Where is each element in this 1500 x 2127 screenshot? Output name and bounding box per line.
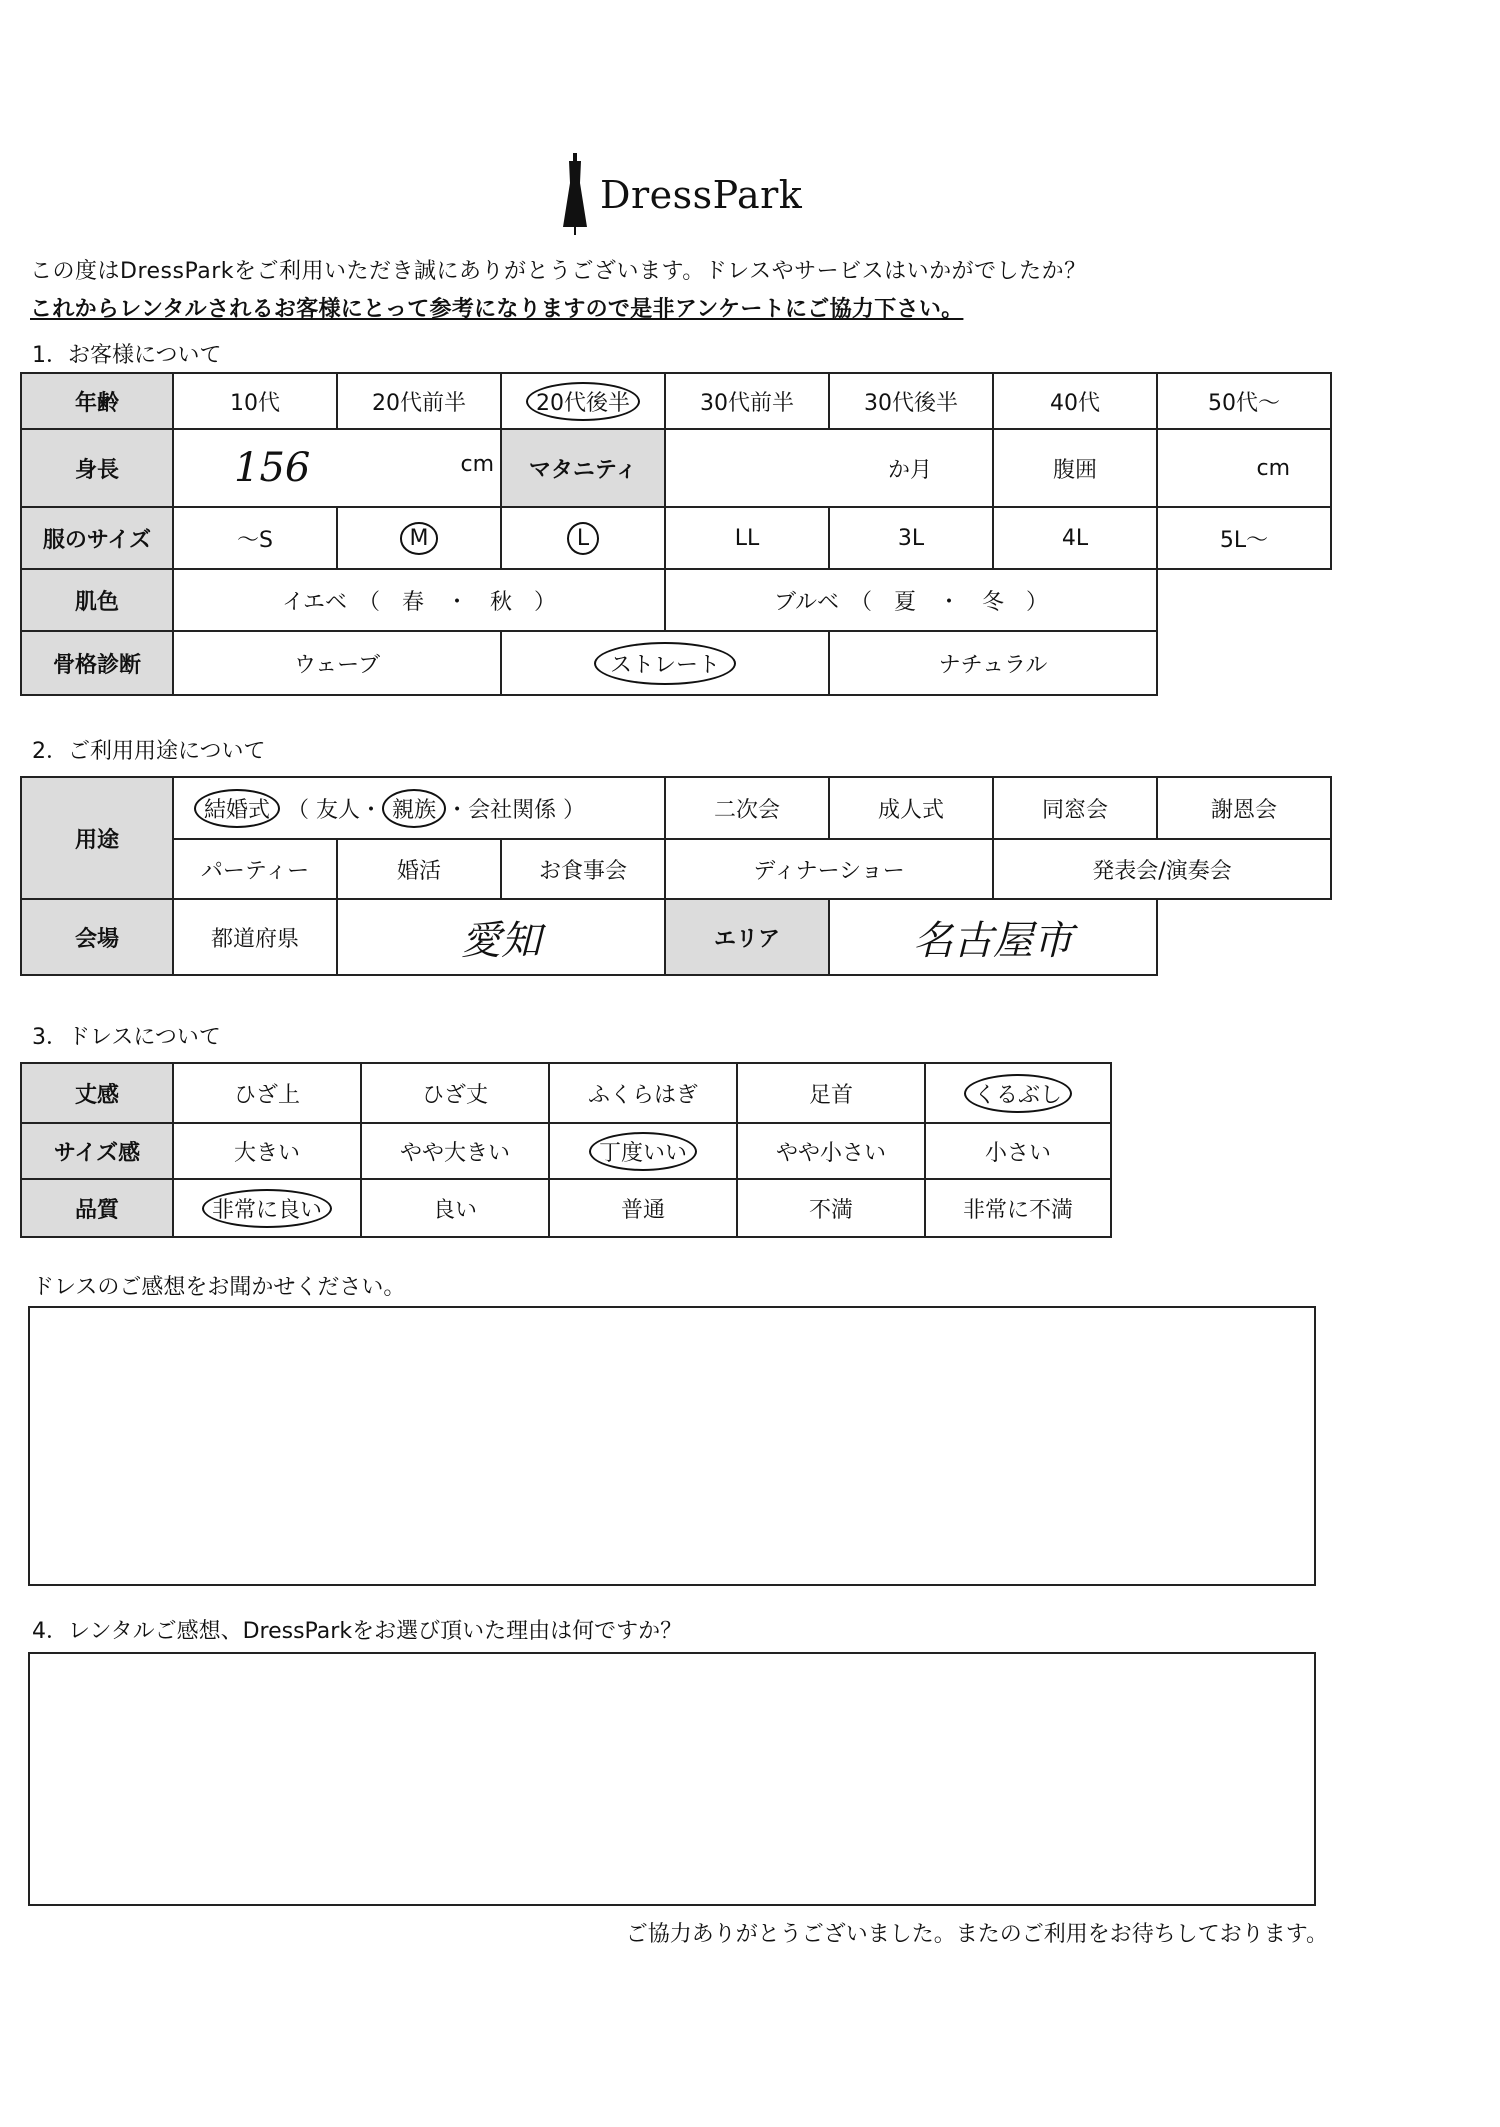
maternity-label: マタニティ — [501, 429, 665, 507]
age-label: 年齢 — [21, 373, 173, 429]
skin-row — [21, 569, 1331, 631]
size-option[interactable]: LL — [665, 507, 829, 569]
quality-option[interactable]: 不満 — [737, 1179, 925, 1237]
purpose-option[interactable]: 謝恩会 — [1157, 777, 1331, 839]
wedding-company[interactable]: 会社関係 — [468, 797, 557, 823]
section2-title: 2．ご利用用途について — [32, 739, 266, 764]
frame-option-selected[interactable] — [501, 631, 829, 695]
height-label: 身長 — [21, 429, 173, 507]
height-unit: cm — [460, 452, 494, 477]
age-row — [21, 373, 1331, 429]
purpose-option[interactable]: 同窓会 — [993, 777, 1157, 839]
quality-option-selected[interactable] — [173, 1179, 361, 1237]
length-option[interactable]: 足首 — [737, 1063, 925, 1123]
age-option[interactable]: 30代後半 — [829, 373, 993, 429]
closing-message: ご協力ありがとうございました。またのご利用をお待ちしております。 — [625, 1922, 1328, 1947]
intro-request: これからレンタルされるお客様にとって参考になりますので是非アンケートにご協力下さい。 — [30, 297, 964, 322]
customer-table — [20, 372, 1332, 696]
length-label: 丈感 — [21, 1063, 173, 1123]
waist-unit: cm — [1256, 455, 1290, 481]
impression-prompt: ドレスのご感想をお聞かせください。 — [32, 1275, 406, 1300]
fit-label: サイズ感 — [21, 1123, 173, 1179]
height-row — [21, 429, 1331, 507]
quality-option[interactable]: 非常に不満 — [925, 1179, 1111, 1237]
area-value: 名古屋市 — [913, 917, 1074, 964]
circle-mark: M — [400, 522, 439, 555]
age-option[interactable]: 50代〜 — [1157, 373, 1331, 429]
size-option[interactable]: 5L〜 — [1157, 507, 1331, 569]
circle-mark: くるぶし — [964, 1074, 1072, 1113]
circle-mark: ストレート — [594, 642, 736, 685]
age-option[interactable]: 40代 — [993, 373, 1157, 429]
circle-mark: 丁度いい — [589, 1132, 697, 1171]
purpose-row-1 — [21, 777, 1331, 839]
waist-label: 腹囲 — [993, 429, 1157, 507]
section1-title: 1．お客様について — [32, 343, 222, 368]
quality-option[interactable]: 良い — [361, 1179, 549, 1237]
circle-mark: 20代後半 — [526, 382, 640, 421]
size-option-selected[interactable] — [337, 507, 501, 569]
venue-row — [21, 899, 1331, 975]
pref-field[interactable] — [337, 899, 665, 975]
size-option-selected[interactable] — [501, 507, 665, 569]
skin-yellow[interactable]: イエベ （ 春 ・ 秋 ） — [173, 569, 665, 631]
size-option[interactable]: 4L — [993, 507, 1157, 569]
dress-icon — [560, 153, 590, 237]
age-option-selected[interactable] — [501, 373, 665, 429]
venue-label: 会場 — [21, 899, 173, 975]
age-option[interactable]: 30代前半 — [665, 373, 829, 429]
frame-label: 骨格診断 — [21, 631, 173, 695]
frame-row — [21, 631, 1331, 695]
skin-label: 肌色 — [21, 569, 173, 631]
length-option-selected[interactable] — [925, 1063, 1111, 1123]
fit-option-selected[interactable] — [549, 1123, 737, 1179]
quality-option[interactable]: 普通 — [549, 1179, 737, 1237]
skin-blue[interactable]: ブルベ （ 夏 ・ 冬 ） — [665, 569, 1157, 631]
intro-text: この度はDressParkをご利用いただき誠にありがとうございます。ドレスやサービスはいかがでしたか？ — [30, 259, 1087, 284]
purpose-table — [20, 776, 1332, 976]
purpose-option[interactable]: 発表会/演奏会 — [993, 839, 1331, 899]
length-option[interactable]: ふくらはぎ — [549, 1063, 737, 1123]
length-option[interactable]: ひざ上 — [173, 1063, 361, 1123]
wedding-option[interactable]: 結婚式 （ 友人・ 親族 ・会社関係 ） — [173, 777, 665, 839]
quality-label: 品質 — [21, 1179, 173, 1237]
purpose-option[interactable]: 二次会 — [665, 777, 829, 839]
pref-label: 都道府県 — [173, 899, 337, 975]
fit-option[interactable]: 小さい — [925, 1123, 1111, 1179]
circle-mark[interactable]: 親族 — [382, 789, 446, 828]
fit-row — [21, 1123, 1111, 1179]
fit-option[interactable]: やや小さい — [737, 1123, 925, 1179]
months-unit: か月 — [887, 457, 932, 483]
purpose-option[interactable]: パーティー — [173, 839, 337, 899]
size-option[interactable]: 〜S — [173, 507, 337, 569]
age-option[interactable]: 10代 — [173, 373, 337, 429]
fit-option[interactable]: やや大きい — [361, 1123, 549, 1179]
waist-field[interactable] — [1157, 429, 1331, 507]
pref-value: 愛知 — [461, 917, 541, 964]
frame-option[interactable]: ナチュラル — [829, 631, 1157, 695]
circle-mark: L — [567, 522, 599, 555]
length-row — [21, 1063, 1111, 1123]
maternity-field[interactable] — [665, 429, 993, 507]
fit-option[interactable]: 大きい — [173, 1123, 361, 1179]
purpose-option[interactable]: 婚活 — [337, 839, 501, 899]
purpose-option[interactable]: ディナーショー — [665, 839, 993, 899]
quality-row — [21, 1179, 1111, 1237]
area-field[interactable] — [829, 899, 1157, 975]
age-option[interactable]: 20代前半 — [337, 373, 501, 429]
logo — [560, 150, 802, 240]
logo-text: DressPark — [600, 173, 803, 217]
height-field[interactable] — [173, 429, 501, 507]
purpose-option[interactable]: 成人式 — [829, 777, 993, 839]
section3-title: 3．ドレスについて — [32, 1025, 221, 1050]
section4-title: 4．レンタルご感想、DressParkをお選び頂いた理由は何ですか？ — [32, 1619, 683, 1644]
circle-mark: 結婚式 — [194, 789, 280, 828]
height-value: 156 — [234, 445, 311, 491]
dress-table — [20, 1062, 1112, 1238]
impression-textarea[interactable] — [28, 1306, 1316, 1586]
area-label: エリア — [665, 899, 829, 975]
length-option[interactable]: ひざ丈 — [361, 1063, 549, 1123]
size-label: 服のサイズ — [21, 507, 173, 569]
purpose-label: 用途 — [21, 777, 173, 899]
circle-mark: 非常に良い — [202, 1189, 332, 1228]
frame-option[interactable]: ウェーブ — [173, 631, 501, 695]
purpose-option[interactable]: お食事会 — [501, 839, 665, 899]
reason-textarea[interactable] — [28, 1652, 1316, 1906]
size-option[interactable]: 3L — [829, 507, 993, 569]
wedding-friend[interactable]: 友人 — [316, 797, 361, 823]
purpose-row-2 — [21, 839, 1331, 899]
size-row — [21, 507, 1331, 569]
